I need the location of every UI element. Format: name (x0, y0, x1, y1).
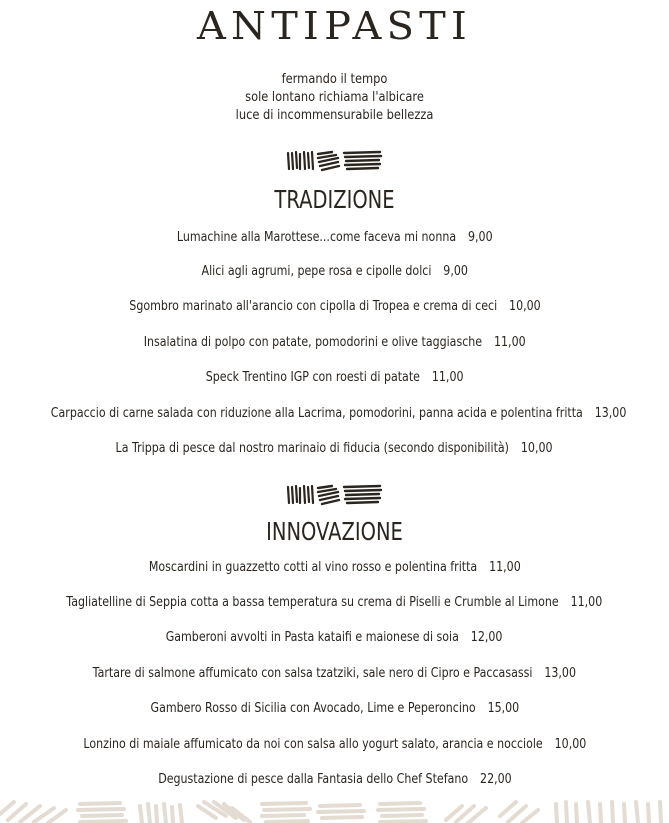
item-name: Sgombro marinato all'arancio con cipolla di Tropea e crema di ceci (128, 299, 497, 314)
item-price: 13,00 (544, 666, 577, 681)
item-name: Lumachine alla Marottese...come faceva mi nonna (176, 230, 456, 245)
item-name: Speck Trentino IGP con roesti di patate (205, 370, 420, 385)
item-price: 11,00 (431, 370, 464, 385)
section-title-innovazione: INNOVAZIONE (266, 517, 403, 546)
item-price: 13,00 (594, 406, 627, 421)
menu-item (0, 405, 669, 423)
item-name: Gamberoni avvolti in Pasta kataifi e maionese di soia (166, 630, 460, 645)
section-title-tradizione: TRADIZIONE (274, 185, 395, 214)
item-price: 9,00 (467, 230, 493, 245)
item-name: Tartare di salmone affumicato con salsa tzatziki, sale nero di Cipro e Paccasassi (92, 666, 533, 681)
item-price: 11,00 (488, 560, 521, 575)
brush-stroke-ornament-icon (286, 483, 384, 507)
poem-line: luce di incommensurabile bellezza (235, 108, 434, 123)
menu-item (0, 229, 669, 247)
menu-item (0, 334, 669, 352)
menu-item (0, 700, 669, 718)
menu-item (0, 665, 669, 683)
menu-item (0, 771, 669, 789)
item-price: 10,00 (508, 299, 541, 314)
item-price: 15,00 (487, 701, 519, 716)
item-name: Insalatina di polpo con patate, pomodorini e olive taggiasche (143, 335, 482, 350)
item-price: 11,00 (493, 335, 526, 350)
menu-item (0, 629, 669, 647)
item-name: Degustazione di pesce dalla Fantasia dello Chef Stefano (157, 772, 468, 787)
poem-line: fermando il tempo (281, 72, 388, 87)
menu-item (0, 736, 669, 754)
item-price: 10,00 (521, 441, 553, 456)
footer-brush-pattern (0, 792, 669, 823)
item-name: Lonzino di maiale affumicato da noi con salsa allo yogurt salato, arancia e nocciole (83, 737, 543, 752)
menu-item (0, 594, 669, 612)
page-title: ANTIPASTI (196, 4, 473, 48)
menu-item (0, 440, 669, 458)
item-price: 11,00 (570, 595, 603, 610)
item-price: 10,00 (554, 737, 586, 752)
menu-item (0, 298, 669, 316)
poem-line: sole lontano richiama l'albicare (245, 90, 424, 105)
item-name: Carpaccio di carne salada con riduzione alla Lacrima, pomodorini, panna acida e polentina fritta (50, 406, 583, 421)
item-name: Gambero Rosso di Sicilia con Avocado, Lime e Peperoncino (150, 701, 476, 716)
item-name: Tagliatelline di Seppia cotta a bassa temperatura su crema di Piselli e Crumble al Limone (66, 595, 559, 610)
item-price: 22,00 (479, 772, 512, 787)
item-name: Moscardini in guazzetto cotti al vino rosso e polentina fritta (148, 560, 477, 575)
menu-item (0, 369, 669, 387)
item-name: Alici agli agrumi, pepe rosa e cipolle dolci (201, 264, 432, 279)
brush-stroke-ornament-icon (286, 149, 384, 173)
item-price: 9,00 (443, 264, 468, 279)
item-price: 12,00 (471, 630, 503, 645)
item-name: La Trippa di pesce dal nostro marinaio di fiducia (secondo disponibilità) (116, 441, 510, 456)
menu-item (0, 263, 669, 281)
menu-item (0, 559, 669, 577)
poem (0, 71, 669, 125)
